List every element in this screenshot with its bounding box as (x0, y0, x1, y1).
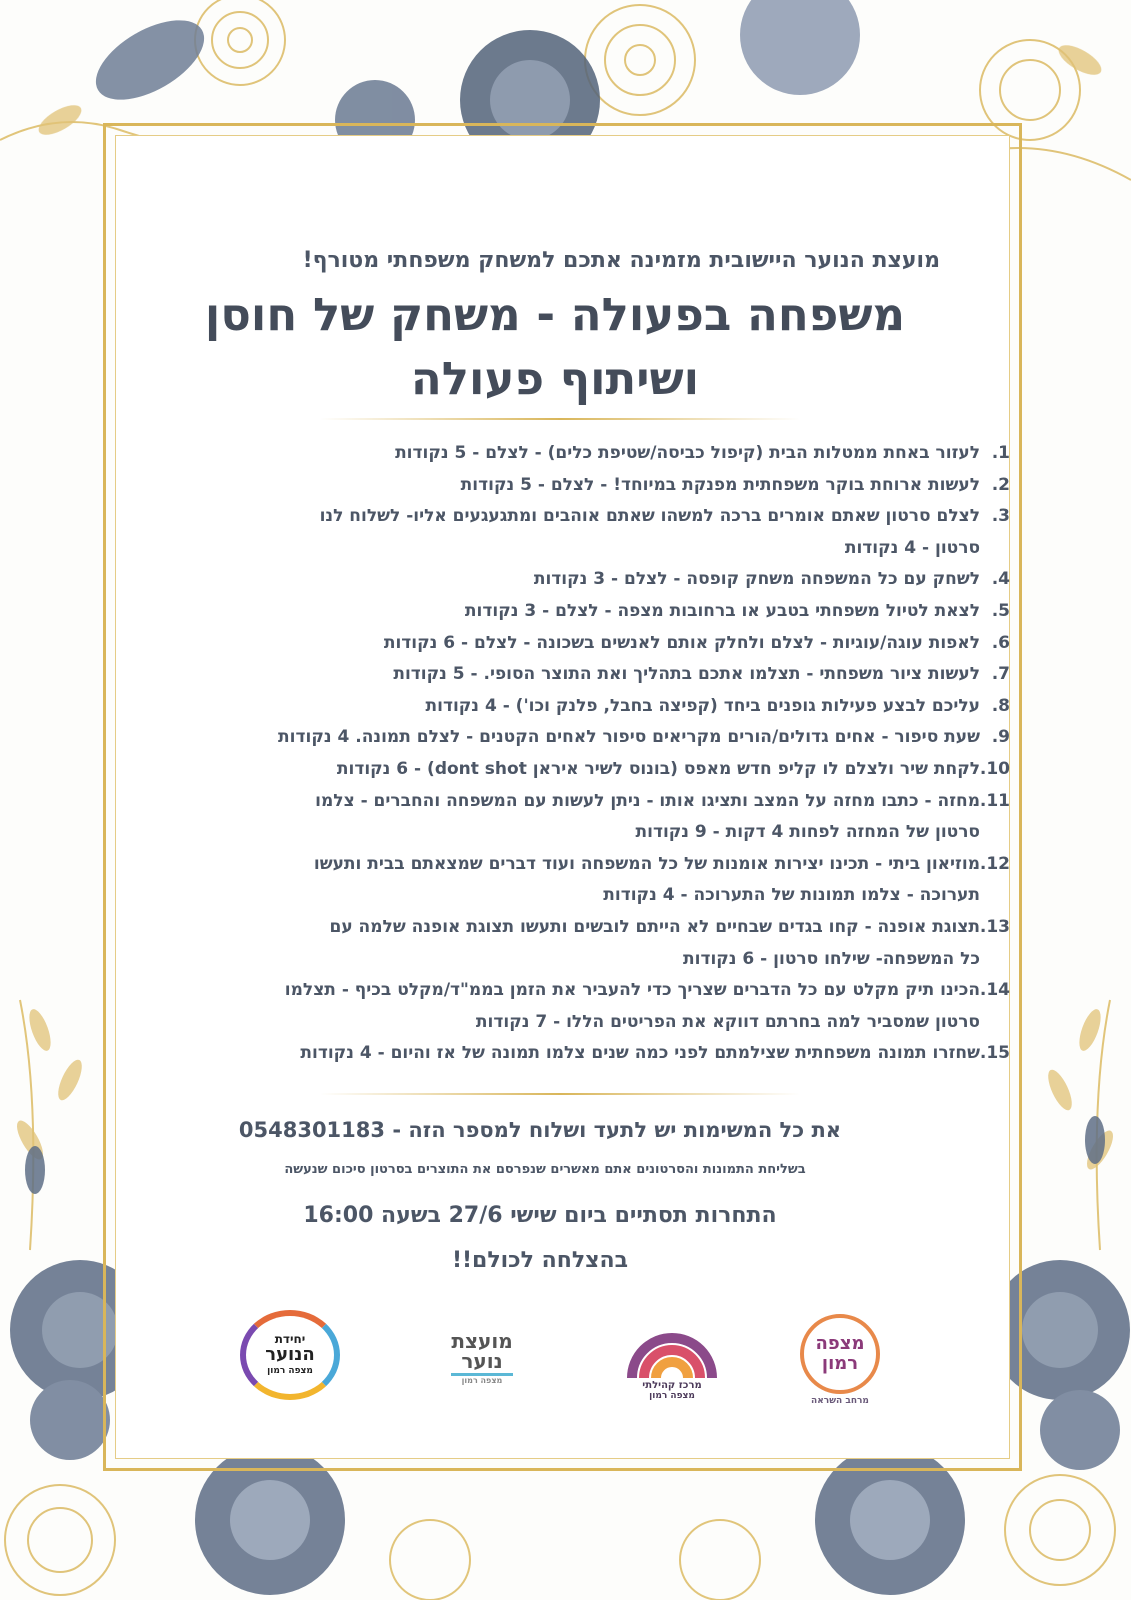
task-text: תצוגת אופנה - קחו בגדים שבחיים לא הייתם לובשים ותעשו תצוגת אופנה שלמה עם (329, 916, 980, 937)
task-text: לעשות ציור משפחתי - תצלמו אתכם בתהליך ואת התוצר הסופי. - 5 נקודות (393, 664, 980, 685)
invitation-subtitle: מועצת הנוער היישובית מזמינה אתכם למשחק משפחתי מטורף! (302, 248, 940, 273)
logo-youth-line2: הנוער (265, 1344, 315, 1365)
task-number: 9. (991, 727, 1010, 748)
task-item (150, 975, 1010, 1007)
logo-council-line1: מועצת (451, 1329, 513, 1353)
task-item-continued (150, 533, 1010, 565)
task-number: 14. (979, 980, 1010, 1001)
task-number: 10. (979, 758, 1010, 779)
task-text: לעזור באחת ממטלות הבית (קיפול כביסה/שטיפת כלים) - לצלם - 5 נקודות (395, 443, 980, 463)
task-number: 3. (991, 506, 1010, 527)
task-item (150, 438, 1010, 470)
logo-mitzpe-caption: מרחב השראה (811, 1396, 869, 1406)
task-number: 2. (991, 474, 1010, 495)
contact-line: את כל המשימות יש לתעד ושלוח למספר הזה - 0548301183 (238, 1118, 842, 1142)
task-number: 7. (991, 664, 1010, 685)
task-text: לעשות ארוחת בוקר משפחתית מפנקת במיוחד! - לצלם - 5 נקודות (460, 474, 980, 495)
task-text: לאפות עוגה/עוגיות - לצלם ולחלק אותם לאנשים בשכונה - לצלם - 6 נקודות (383, 632, 980, 653)
task-text: עליכם לבצע פעילות גופנים ביחד (קפיצה בחבל, פלנק וכו') - 4 נקודות (425, 695, 980, 716)
task-text: הכינו תיק מקלט עם כל הדברים שצריך כדי להעביר את הזמן בממ"ד/מקלט בכיף - תצלמו (284, 980, 980, 1001)
task-item-continued (150, 817, 1010, 849)
task-number: 6. (991, 632, 1010, 653)
logo-youth-council (422, 1328, 542, 1388)
deadline-line: התחרות תסתיים ביום שישי 27/6 בשעה 16:00 (303, 1203, 777, 1228)
title-divider (320, 418, 800, 420)
good-luck-line: בהצלחה לכולם!! (451, 1248, 629, 1273)
task-text: לצלם סרטון שאתם אומרים ברכה למשהו שאתם אוהבים ומתגעגעים אליו- לשלוח לנו (319, 506, 980, 527)
task-item (150, 470, 1010, 502)
task-number: 13. (979, 916, 1010, 937)
task-item-continued (150, 1007, 1010, 1039)
logo-community-line2: מצפה רמון (649, 1390, 695, 1401)
task-item (150, 912, 1010, 944)
logo-youth-unit (235, 1305, 345, 1405)
task-text: מוזיאון ביתי - תכינו יצירות אומנות של כל המשפחה ועוד דברים שמצאתם בבית ותעשו (313, 853, 980, 874)
logo-council-small: מצפה רמון (461, 1376, 503, 1385)
task-text: מחזה - כתבו מחזה על המצב ותציגו אותו - ניתן לעשות עם המשפחה והחברים - צלמו (315, 790, 980, 811)
page-title (140, 283, 970, 411)
task-text: לצאת לטיול משפחתי בטבע או ברחובות מצפה - לצלם - 3 נקודות (464, 600, 980, 621)
task-item (150, 628, 1010, 660)
consent-note: בשליחת התמונות והסרטונים אתם מאשרים שנפרסם את התוצרים בסרטון סיכום שנעשה (284, 1162, 806, 1177)
task-number: 12. (979, 853, 1010, 874)
task-item-continued (150, 944, 1010, 976)
task-item (150, 564, 1010, 596)
footer-divider (320, 1093, 800, 1095)
title-line-2: ושיתוף פעולה (410, 352, 700, 405)
task-text-continued: סרטון של המחזה לפחות 4 דקות - 9 נקודות (635, 822, 980, 843)
task-text-continued: סרטון שמסביר למה בחרתם דווקא את הפריטים הללו - 7 נקודות (475, 1011, 980, 1032)
task-text: לקחת שיר ולצלם לו קליפ חדש מאפס (בונוס לשיר איראן dont shot) - 6 נקודות (336, 758, 980, 779)
task-item (150, 754, 1010, 786)
task-number: 8. (991, 695, 1010, 716)
logo-community-center (622, 1308, 722, 1408)
logo-youth-line3: מצפה רמון (267, 1366, 313, 1376)
task-item (150, 596, 1010, 628)
task-number: 15. (979, 1043, 1010, 1064)
task-number: 4. (991, 569, 1010, 590)
task-text-continued: סרטון - 4 נקודות (844, 537, 980, 558)
task-item (150, 849, 1010, 881)
task-number: 1. (991, 443, 1010, 463)
title-line-1: משפחה בפעולה - משחק של חוסן (204, 288, 906, 341)
logo-council-line2: נוער (461, 1349, 503, 1373)
logo-youth-line1: יחידת (274, 1332, 306, 1346)
task-item (150, 691, 1010, 723)
logo-mitzpe-ramon (795, 1310, 885, 1410)
logo-mitzpe-line1: מצפה (815, 1333, 865, 1354)
logo-mitzpe-line2: רמון (821, 1353, 859, 1374)
task-text: לשחק עם כל המשפחה משחק קופסה - לצלם - 3 נקודות (533, 569, 980, 590)
task-text-continued: כל המשפחה- שילחו סרטון - 6 נקודות (683, 948, 980, 969)
task-item (150, 1038, 1010, 1070)
task-item-continued (150, 880, 1010, 912)
task-item (150, 722, 1010, 754)
task-number: 5. (991, 600, 1010, 621)
rainbow-arch-icon (627, 1316, 717, 1380)
task-text: שחזרו תמונה משפחתית שצילמתם לפני כמה שנים צלמו תמונה של אז והיום - 4 נקודות (300, 1043, 980, 1064)
task-text: שעת סיפור - אחים גדולים/הורים מקריאים סיפור לאחים הקטנים - לצלם תמונה. 4 נקודות (278, 727, 980, 748)
task-item (150, 501, 1010, 533)
task-number: 11. (979, 790, 1010, 811)
logo-community-line1: מרכז קהילתי (642, 1379, 702, 1391)
task-list (150, 438, 1010, 1070)
task-item (150, 786, 1010, 818)
task-item (150, 659, 1010, 691)
task-text-continued: תערוכה - צלמו תמונות של התערוכה - 4 נקודות (603, 885, 980, 906)
